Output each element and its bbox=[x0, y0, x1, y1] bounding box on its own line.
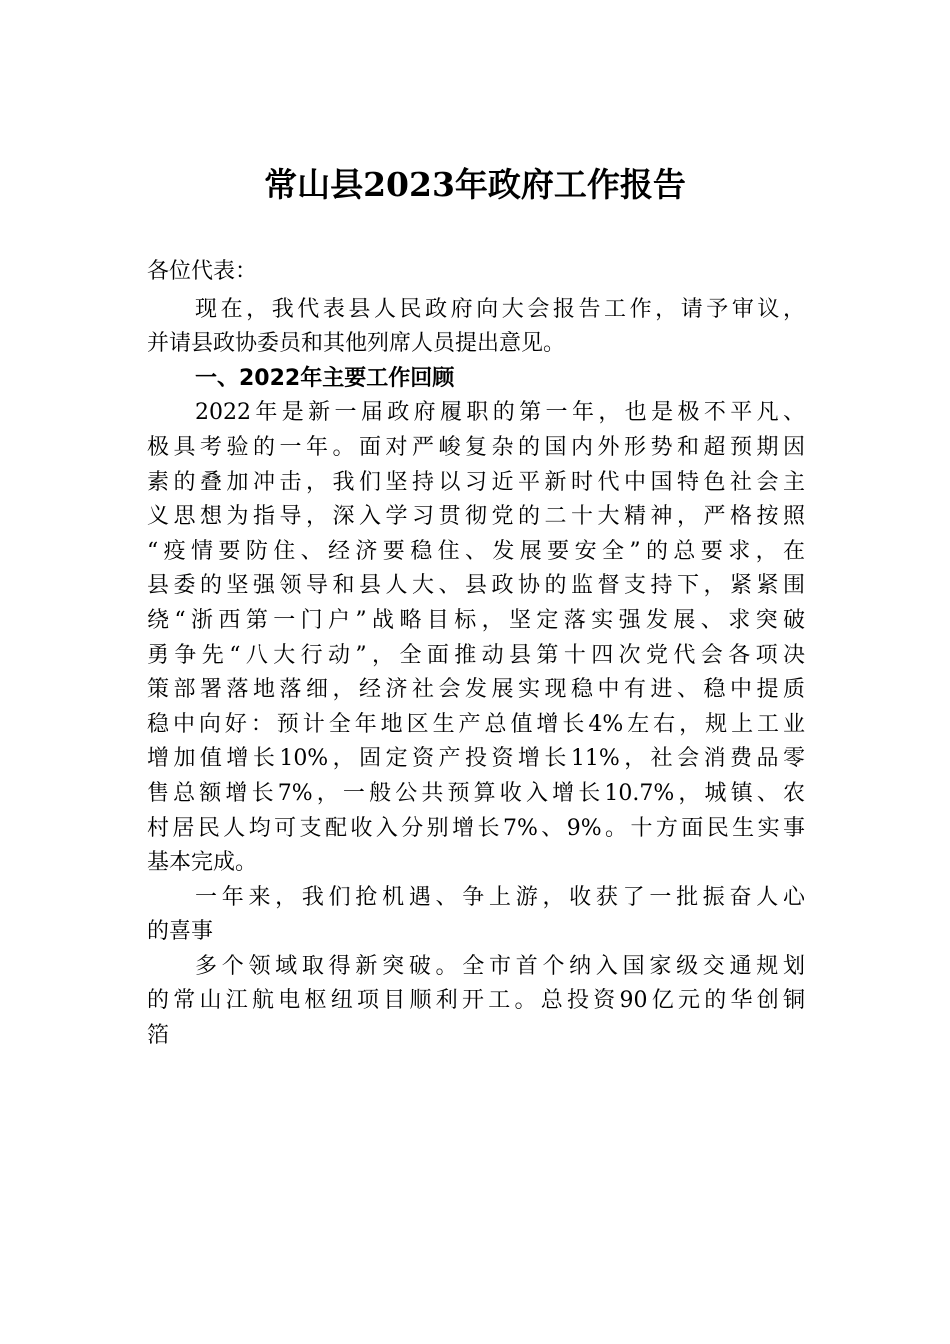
paragraph-line: 稳中向好：预计全年地区生产总值增长4%左右，规上工业 bbox=[147, 711, 805, 737]
paragraph-line: 义思想为指导，深入学习贯彻党的二十大精神，严格按照 bbox=[147, 504, 805, 530]
paragraph-line: 一年来，我们抢机遇、争上游，收获了一批振奋人心 bbox=[195, 884, 805, 910]
paragraph-line: 基本完成。 bbox=[147, 850, 258, 876]
paragraph-line: 的喜事 bbox=[147, 919, 214, 945]
paragraph-line: 售总额增长7%，一般公共预算收入增长10.7%，城镇、农 bbox=[147, 780, 805, 806]
paragraph-line: 的常山江航电枢纽项目顺利开工。总投资90亿元的华创铜 bbox=[147, 988, 805, 1014]
paragraph-line: 村居民人均可支配收入分别增长7%、9%。十方面民生实事 bbox=[147, 815, 805, 841]
document-body bbox=[147, 255, 805, 1054]
document-title: 常山县2023年政府工作报告 bbox=[264, 165, 686, 204]
paragraph-line: 箔 bbox=[147, 1023, 170, 1049]
paragraph-line: 素的叠加冲击，我们坚持以习近平新时代中国特色社会主 bbox=[147, 469, 805, 495]
paragraph-line: 现在，我代表县人民政府向大会报告工作，请予审议， bbox=[195, 296, 805, 322]
paragraph-line: 县委的坚强领导和县人大、县政协的监督支持下，紧紧围 bbox=[147, 573, 805, 599]
section-heading: 一、2022年主要工作回顾 bbox=[195, 365, 455, 391]
paragraph-line: 增加值增长10%，固定资产投资增长11%，社会消费品零 bbox=[147, 746, 805, 772]
paragraph-line: 策部署落地落细，经济社会发展实现稳中有进、稳中提质 bbox=[147, 677, 805, 703]
paragraph-line: 2022年是新一届政府履职的第一年，也是极不平凡、 bbox=[195, 400, 805, 426]
paragraph-line: 勇争先“八大行动”，全面推动县第十四次党代会各项决 bbox=[147, 642, 805, 668]
paragraph-line: 多个领域取得新突破。全市首个纳入国家级交通规划 bbox=[195, 953, 805, 979]
paragraph-line: 极具考验的一年。面对严峻复杂的国内外形势和超预期因 bbox=[147, 434, 805, 460]
paragraph-line: “疫情要防住、经济要稳住、发展要安全”的总要求，在 bbox=[147, 538, 805, 564]
salutation: 各位代表： bbox=[147, 259, 258, 284]
paragraph-line: 并请县政协委员和其他列席人员提出意见。 bbox=[147, 331, 566, 357]
paragraph-line: 绕“浙西第一门户”战略目标，坚定落实强发展、求突破 bbox=[147, 607, 805, 633]
